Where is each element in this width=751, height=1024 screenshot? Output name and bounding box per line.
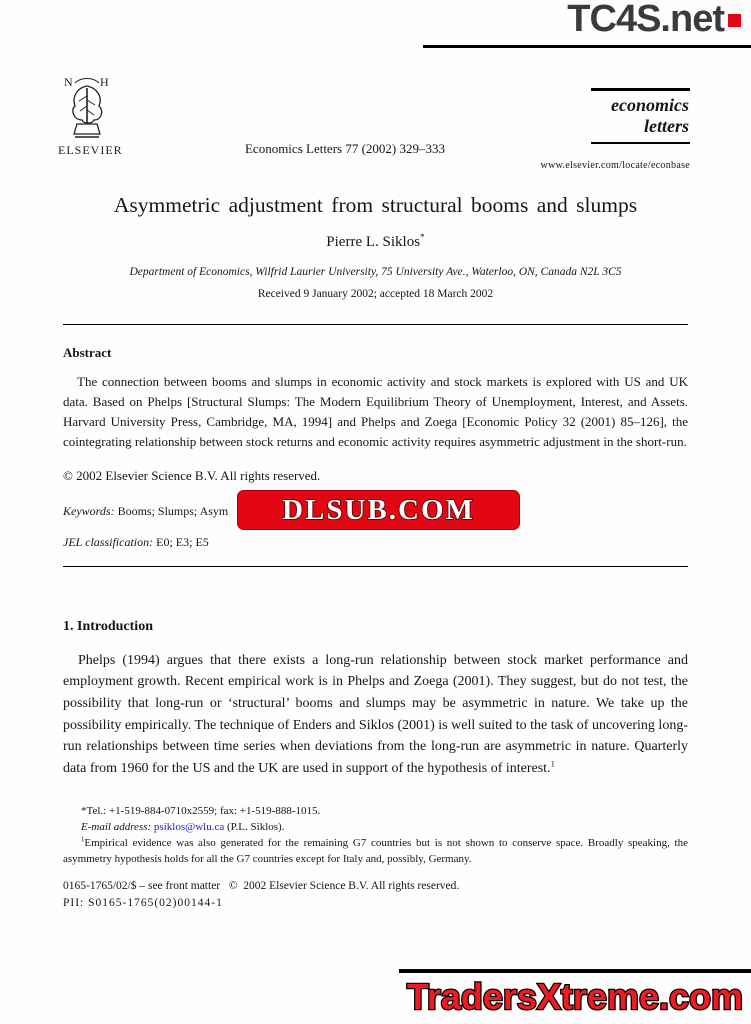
email-link[interactable]: psiklos@wlu.ca — [153, 820, 225, 833]
abstract-text: The connection between booms and slumps in economic activity and stock markets is explored with US and UK data. Based on Phelps [Structural Slumps: The Modern Equilibrium Theory of Unemployment, Interest, and Assets. Harvard University Press, Cambridge, MA, 1994] and Phelps and Zoega [Economic Policy 32 (2001) 85–126], the cointegrating relationship between stock returns and economic activity requires asymmetric adjustment in the short-run. — [63, 374, 688, 450]
section-divider — [63, 566, 688, 567]
footnote-1-text: Empirical evidence was also generated for the remaining G7 countries but is not shown to conserve space. Broadly speaking, the asymmetry hypothesis holds for all the G7 countries except for Italy and, possibly, Germany. — [63, 836, 688, 865]
tc4s-watermark-text: TC4S.net — [567, 0, 724, 40]
footnote-ref-1: 1 — [550, 758, 555, 769]
footer-issn-line: 0165-1765/02/$ – see front matter © 2002 Elsevier Science B.V. All rights reserved. — [63, 879, 460, 892]
received-dates: Received 9 January 2002; accepted 18 March 2002 — [257, 288, 494, 300]
footer-pii-line: PII: S0165-1765(02)00144-1 — [63, 896, 223, 909]
masthead-rule-bottom — [591, 142, 690, 144]
footnote-1 — [63, 836, 688, 868]
journal-name-line2: letters — [644, 116, 689, 137]
email-suffix: (P.L. Siklos). — [227, 820, 285, 833]
article-title: Asymmetric adjustment from structural booms and slumps — [113, 193, 638, 217]
svg-text:H: H — [100, 75, 109, 89]
svg-text:N: N — [64, 75, 73, 89]
introduction-heading: 1. Introduction — [63, 618, 153, 634]
author-footnote-marker: * — [420, 233, 425, 243]
introduction-text — [63, 650, 688, 780]
journal-name — [591, 91, 690, 142]
elsevier-tree-icon — [62, 74, 112, 142]
introduction-body-text: Phelps (1994) argues that there exists a long-run relationship between stock market performance and employment growth. Recent empirical work is in Phelps and Zoega (2001). They suggest, but do not test, the possibility that long-run or ‘structural’ booms and slumps may be asymmetric in nature. We take up the possibility empirically. The technique of Enders and Siklos (2001) is well suited to the task of uncovering long-run relationships between time series when deviations from the long-run are asymmetric in nature. Quarterly data from 1960 for the US and the UK are used in support of the hypothesis of interest. — [63, 652, 688, 777]
journal-masthead — [591, 88, 690, 144]
econbase-url: www.elsevier.com/locate/econbase — [540, 160, 690, 171]
jel-line — [63, 535, 688, 550]
keywords-label: Keywords: — [63, 503, 115, 518]
article-content — [63, 193, 688, 912]
footnote-1-marker: 1 — [81, 836, 85, 844]
author-name: Pierre L. Siklos — [326, 234, 421, 250]
journal-citation: Economics Letters 77 (2002) 329–333 — [244, 141, 445, 156]
footnote-tel-fax: *Tel.: +1-519-884-0710x2559; fax: +1-519-888-1015. — [81, 804, 321, 817]
jel-label: JEL classification: — [63, 534, 154, 549]
email-label: E-mail address: — [81, 820, 152, 833]
author-line — [63, 234, 688, 251]
elsevier-wordmark: ELSEVIER — [58, 143, 123, 157]
footnotes-block — [63, 804, 688, 868]
elsevier-logo — [58, 74, 123, 158]
jel-values: E0; E3; E5 — [156, 534, 209, 549]
journal-name-line1: economics — [611, 95, 689, 115]
copyright-line: © 2002 Elsevier Science B.V. All rights reserved. — [63, 467, 321, 483]
red-square-decoration — [728, 14, 741, 27]
dlsub-watermark: DLSUB.COM — [237, 490, 520, 530]
top-header-rule — [423, 45, 751, 48]
journal-footer — [63, 878, 688, 913]
keywords-values: Booms; Slumps; Asym — [117, 503, 229, 518]
header-divider — [63, 324, 688, 325]
tradersxtreme-watermark: TradersXtreme.com — [406, 976, 743, 1017]
tc4s-watermark — [567, 0, 741, 41]
bottom-rule — [399, 969, 751, 973]
abstract-heading: Abstract — [63, 345, 112, 360]
footnote-email-line — [63, 820, 688, 836]
author-affiliation: Department of Economics, Wilfrid Laurier University, 75 University Ave., Waterloo, ON, Canada N2L 3C5 — [129, 266, 622, 278]
